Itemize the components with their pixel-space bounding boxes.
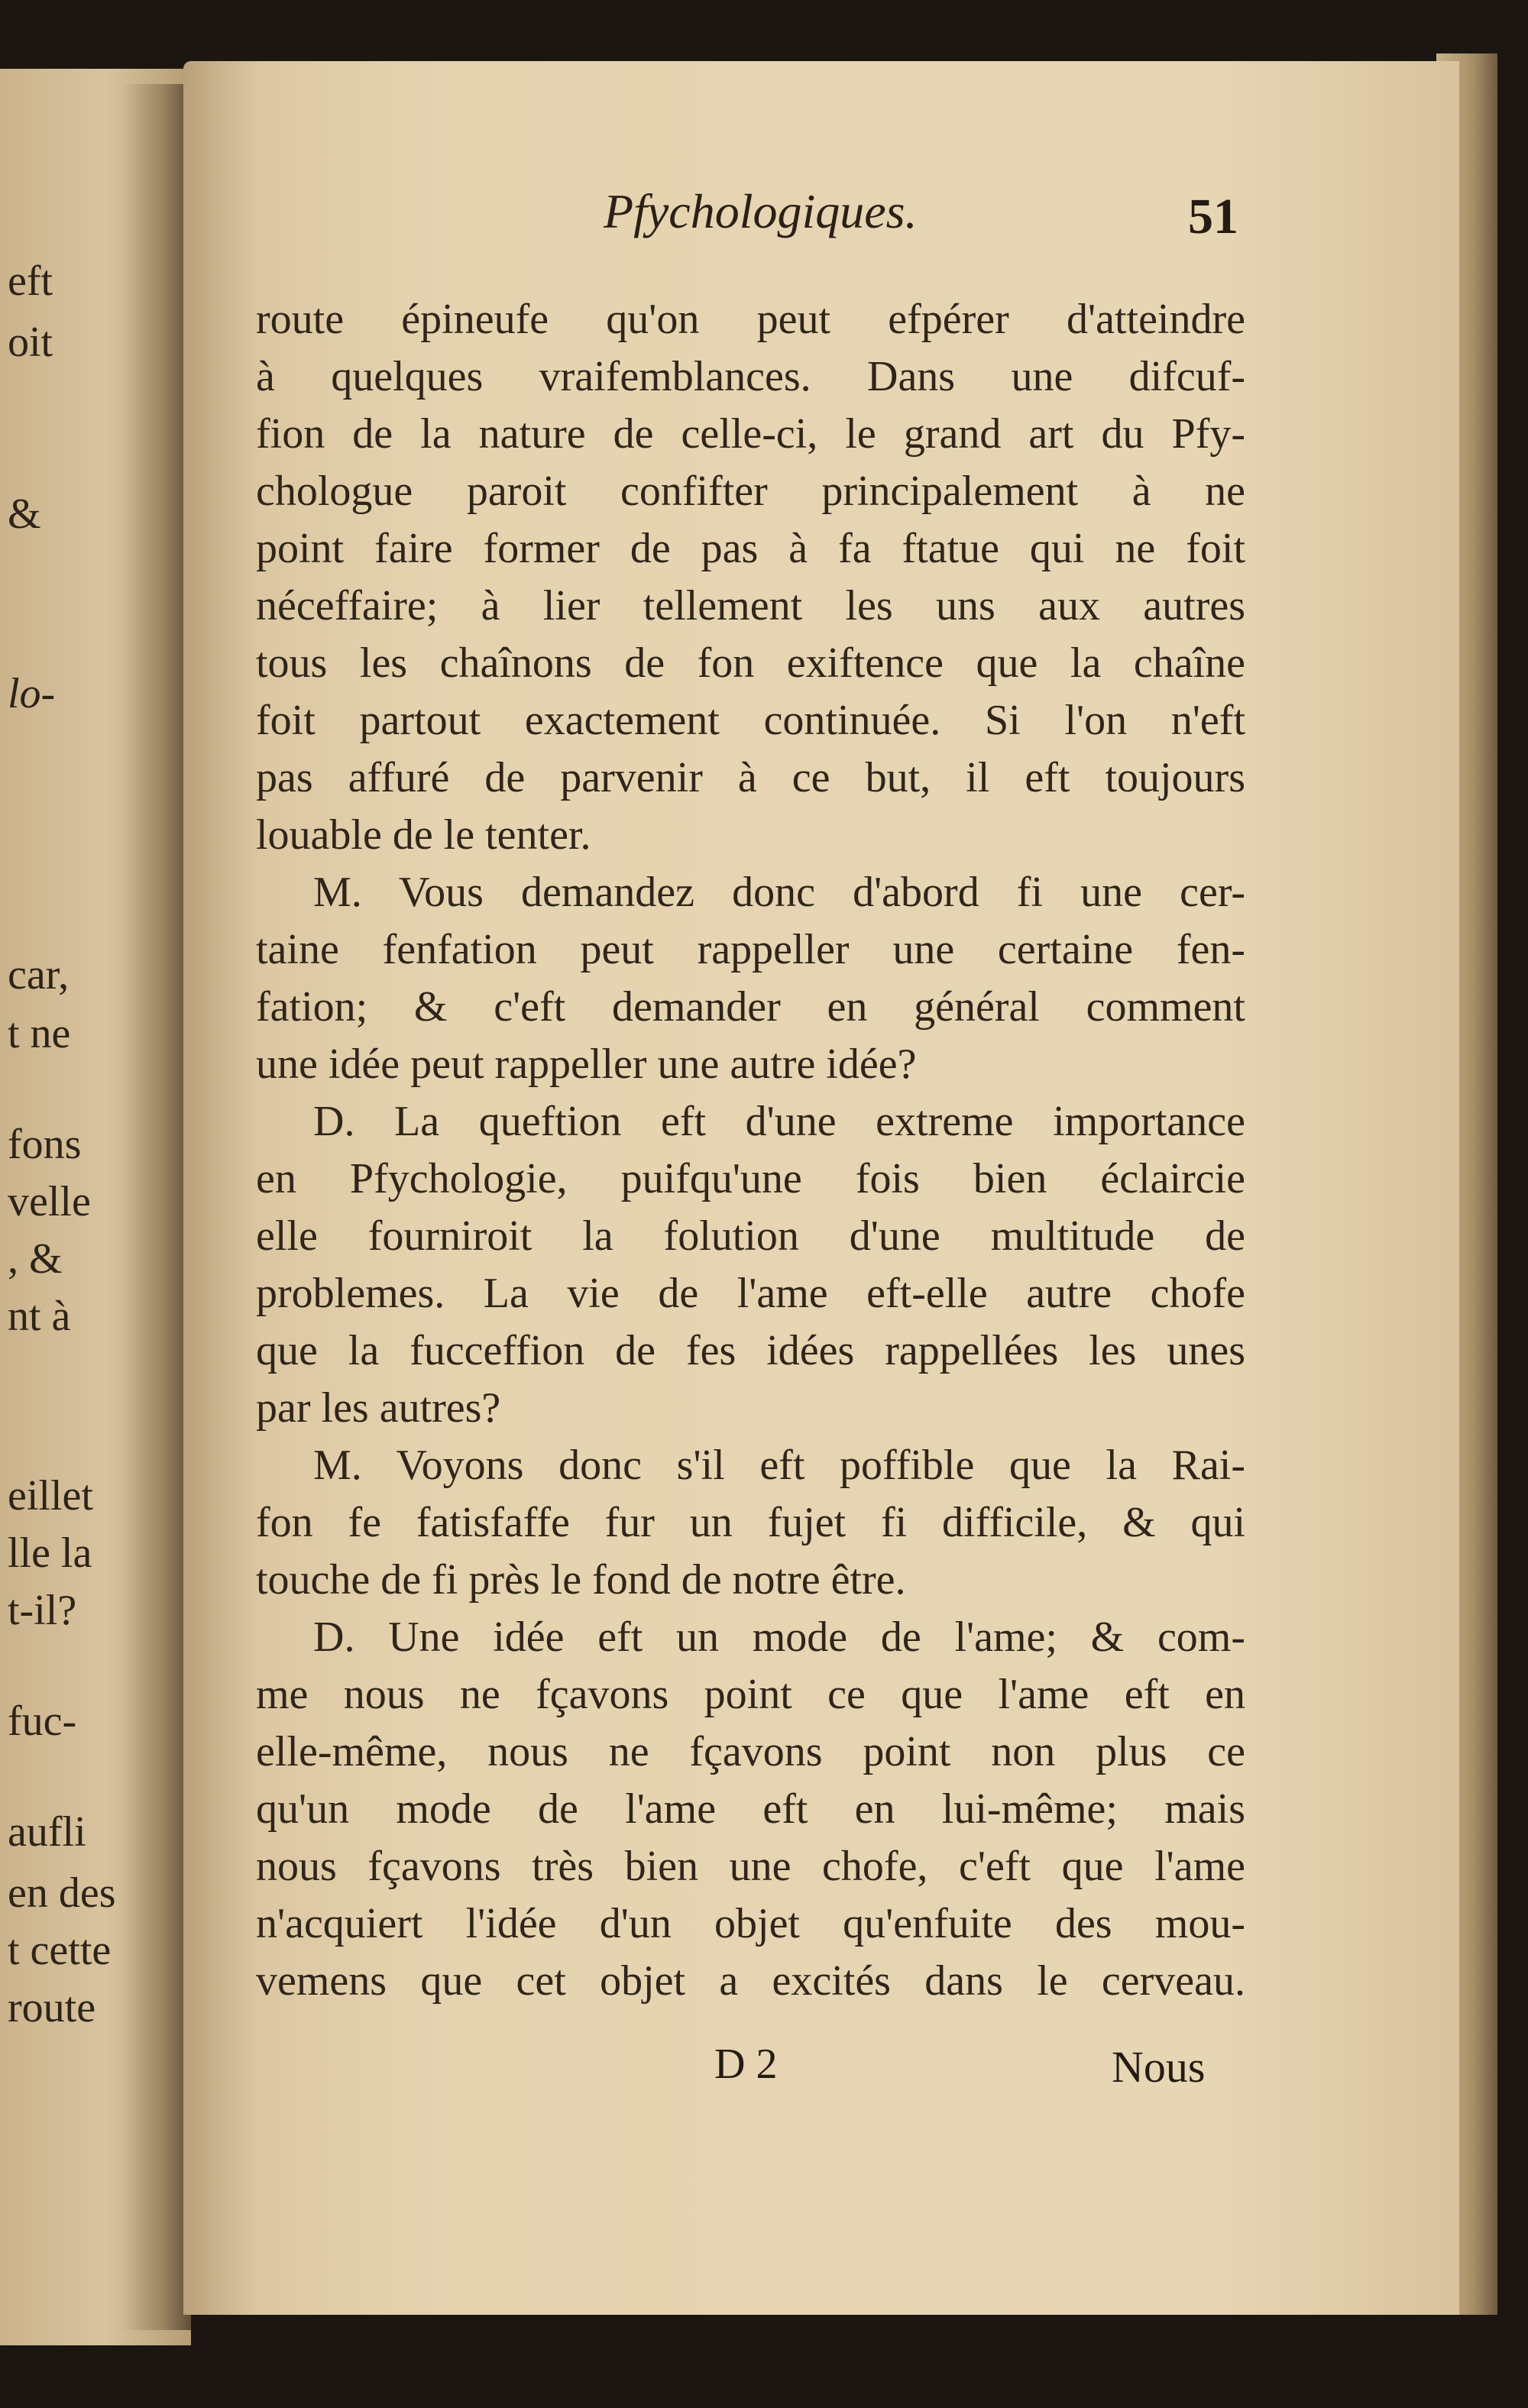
text-line: une idée peut rappeller une autre idée?	[256, 1041, 917, 1088]
text-line: louable de le tenter.	[256, 811, 591, 859]
left-fragment: &	[8, 490, 41, 538]
text-line: foit partout exactement continuée. Si l'on n'eft	[256, 697, 1245, 744]
text-line: que la fucceffion de fes idées rappellées les unes	[256, 1327, 1245, 1374]
text-line: chologue paroit confifter principalement à ne	[256, 468, 1245, 515]
text-line: vemens que cet objet a excités dans le cerveau.	[256, 1957, 1245, 2005]
left-fragment: car,	[8, 951, 70, 998]
text-line: elle fourniroit la folution d'une multitude de	[256, 1212, 1245, 1260]
left-fragment: eft	[8, 257, 53, 305]
page-number: 51	[1188, 189, 1238, 244]
text-line: fation; & c'eft demander en général comment	[256, 983, 1245, 1031]
running-head: Pfychologiques.	[604, 184, 918, 238]
text-line: à quelques vraifemblances. Dans une difcuf-	[256, 353, 1245, 400]
text-line: me nous ne fçavons point ce que l'ame eft en	[256, 1671, 1245, 1718]
text-line: route épineufe qu'on peut efpérer d'atteindre	[256, 296, 1245, 343]
left-fragment: lle la	[8, 1529, 92, 1577]
left-fragment: t cette	[8, 1927, 112, 1974]
text-line: M. Voyons donc s'il eft poffible que la Rai-	[313, 1442, 1245, 1489]
text-line: fon fe fatisfaffe fur un fujet fi difficile, & qui	[256, 1499, 1245, 1546]
text-line: n'acquiert l'idée d'un objet qu'enfuite des mou-	[256, 1900, 1245, 1947]
left-fragment: lo-	[8, 670, 56, 717]
text-line: nous fçavons très bien une chofe, c'eft que l'ame	[256, 1843, 1245, 1890]
catchword: Nous	[1112, 2042, 1206, 2092]
left-fragment: route	[8, 1984, 96, 2031]
text-line: par les autres?	[256, 1384, 501, 1432]
signature-mark: D 2	[714, 2041, 778, 2088]
text-line: taine fenfation peut rappeller une certaine fen-	[256, 926, 1245, 973]
text-line: tous les chaînons de fon exiftence que la chaîne	[256, 639, 1245, 687]
left-fragment: aufli	[8, 1808, 86, 1856]
left-fragment: oit	[8, 319, 53, 366]
text-line: en Pfychologie, puifqu'une fois bien éclaircie	[256, 1155, 1245, 1202]
left-fragment: nt à	[8, 1293, 71, 1340]
left-fragment: t ne	[8, 1010, 71, 1057]
text-line: pas affuré de parvenir à ce but, il eft toujours	[256, 754, 1245, 801]
text-line: D. La queftion eft d'une extreme importance	[313, 1098, 1245, 1145]
left-fragment: fons	[8, 1121, 82, 1168]
text-line: elle-même, nous ne fçavons point non plus ce	[256, 1728, 1245, 1775]
text-line: D. Une idée eft un mode de l'ame; & com-	[313, 1613, 1245, 1661]
left-fragment: eillet	[8, 1472, 93, 1520]
left-fragment: t-il?	[8, 1587, 77, 1634]
left-fragment: , &	[8, 1235, 63, 1283]
text-line: touche de fi près le fond de notre être.	[256, 1556, 906, 1604]
left-fragment: velle	[8, 1178, 91, 1225]
left-fragment: fuc-	[8, 1698, 77, 1745]
text-line: problemes. La vie de l'ame eft-elle autre chofe	[256, 1270, 1245, 1317]
text-line: M. Vous demandez donc d'abord fi une cer-	[313, 869, 1245, 916]
text-line: point faire former de pas à fa ftatue qui ne foit	[256, 525, 1245, 572]
text-line: fion de la nature de celle-ci, le grand art du Pfy-	[256, 410, 1245, 458]
left-fragment: en des	[8, 1869, 116, 1917]
left-page-gutter	[122, 84, 191, 2330]
text-line: néceffaire; à lier tellement les uns aux autres	[256, 582, 1245, 630]
text-line: qu'un mode de l'ame eft en lui-même; mais	[256, 1785, 1245, 1833]
